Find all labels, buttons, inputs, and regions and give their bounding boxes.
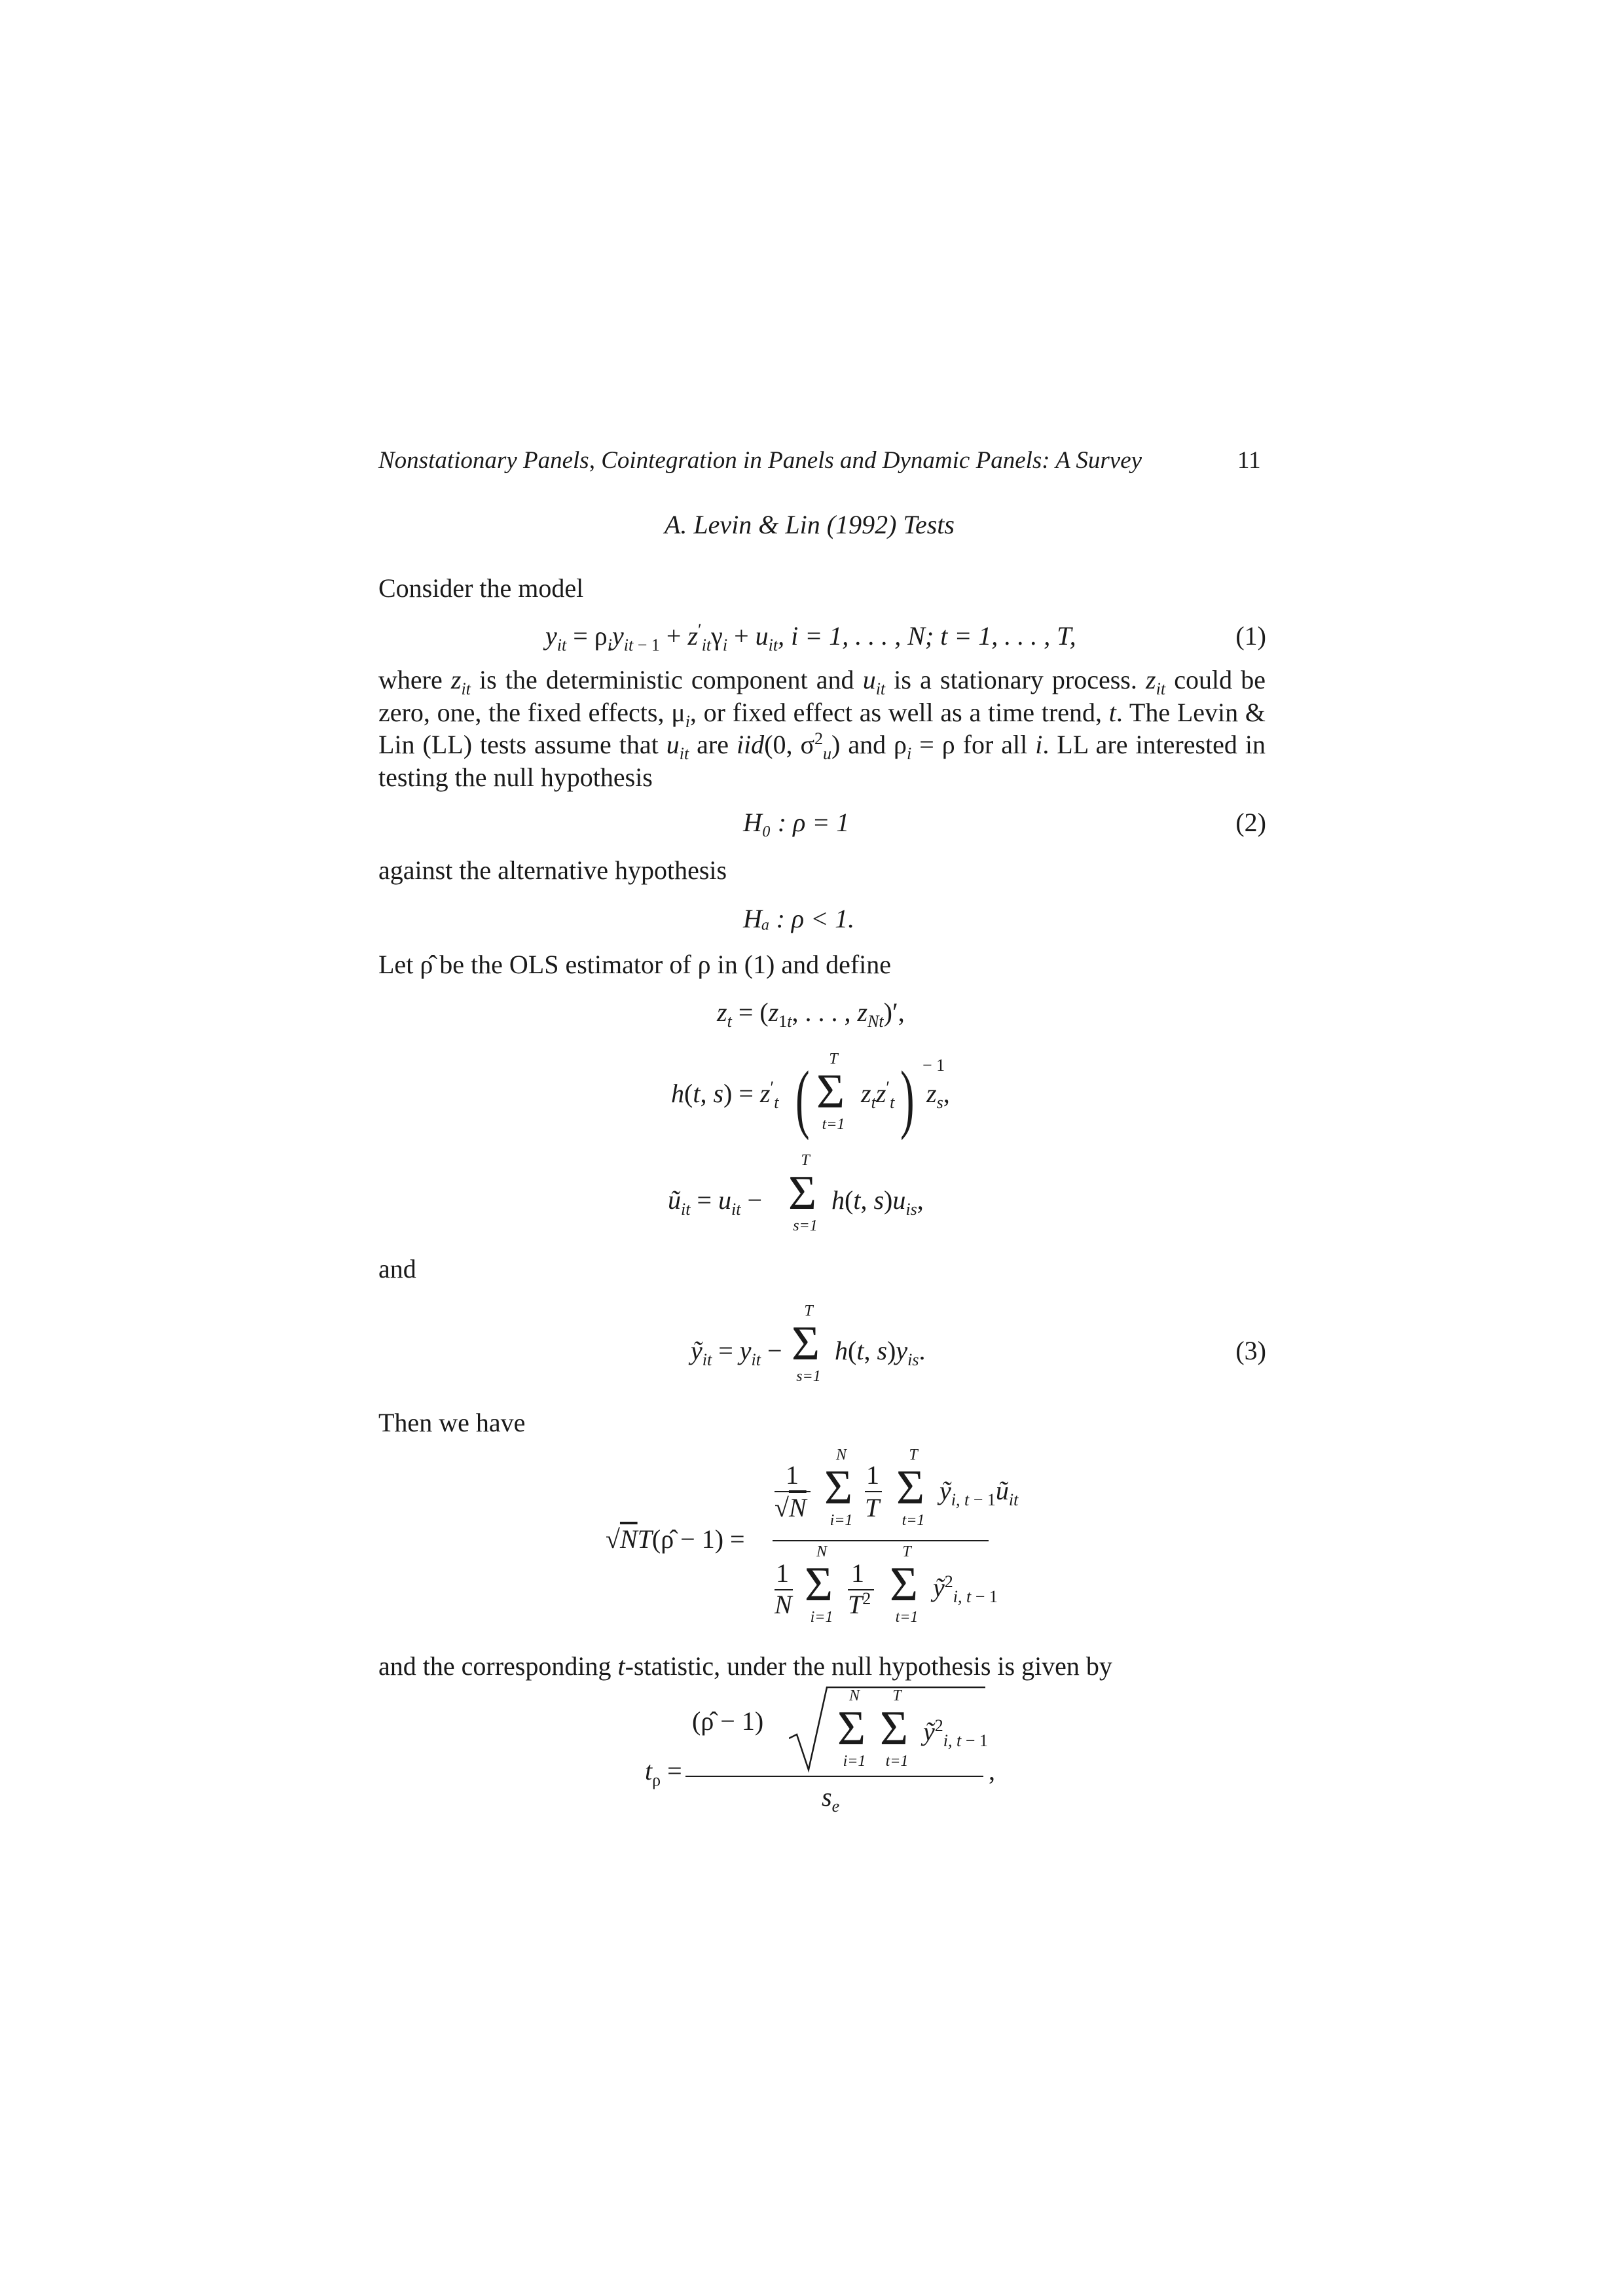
equation-1: $y_{it} = \rho_iy_{it}$ $_{- 1} + z'_{it}\gamma_i + u_{it}$, i = 1, . . . , N; t = 1, . . . , T, bbox=[545, 620, 1076, 655]
equation-number-1: (1) bbox=[1235, 621, 1266, 651]
paragraph-corresponding: and the corresponding t-statistic, under the null hypothesis is given by bbox=[378, 1651, 1112, 1681]
page-number: 11 bbox=[1237, 447, 1261, 474]
running-title: Nonstationary Panels, Cointegration in Panels and Dynamic Panels: A Survey bbox=[378, 447, 1142, 474]
paragraph-against: against the alternative hypothesis bbox=[378, 855, 727, 885]
section-title: A. Levin & Lin (1992) Tests bbox=[665, 510, 955, 539]
equation-2: H₀ : ρ = 1 bbox=[743, 808, 850, 837]
paragraph-consider: Consider the model bbox=[378, 573, 584, 603]
paragraph-then: Then we have bbox=[378, 1408, 526, 1437]
paragraph-let: Let ρ̂ be the OLS estimator of ρ in (1) and define bbox=[378, 950, 892, 979]
equation-zt: $z_t = (z_{1t}$, . . . , $z_{Nt})'$, bbox=[717, 997, 905, 1031]
equation-1-tail: , i = 1, . . . , N; t = 1, . . . , T, bbox=[778, 621, 1076, 651]
equation-number-2: (2) bbox=[1235, 808, 1266, 837]
equation-t-rho: $t_\rho$ = (ρ̂ − 1) N Σ i=1 T Σ t=1 ỹ$^2_{i, t - 1}$ , $s_e$ bbox=[645, 1682, 998, 1820]
paragraph-and: and bbox=[378, 1254, 416, 1283]
equation-rho-statistic: √NT(ρ̂ − 1) = 1 √N N Σ i=1 1 T T Σ t=1 ỹ$_{i, t}$ $_{- 1}ũ_{it}$ 1 N N Σ i=1 1 $T^2$ T Σ t=1 ỹ$^2_{i, t - 1}$ bbox=[606, 1446, 1019, 1626]
paragraph-where: where $z_{it}$ is the deterministic component and $u_{it}$ is a stationary process. $z_{it}$ could be zero, one, the fixed effects, $\mu_i$, or fixed effect as well as a time trend, t. The Levin & Lin (LL) tests assume that $u_{it}$ are iid(0, $\sigma^2_u$) and $\rho_i = \rho$ for all i. LL are interested in testing the null hypothesis bbox=[378, 665, 1266, 792]
equation-alternative: Hₐ : ρ < 1. bbox=[743, 904, 855, 933]
equation-number-3: (3) bbox=[1235, 1336, 1266, 1365]
